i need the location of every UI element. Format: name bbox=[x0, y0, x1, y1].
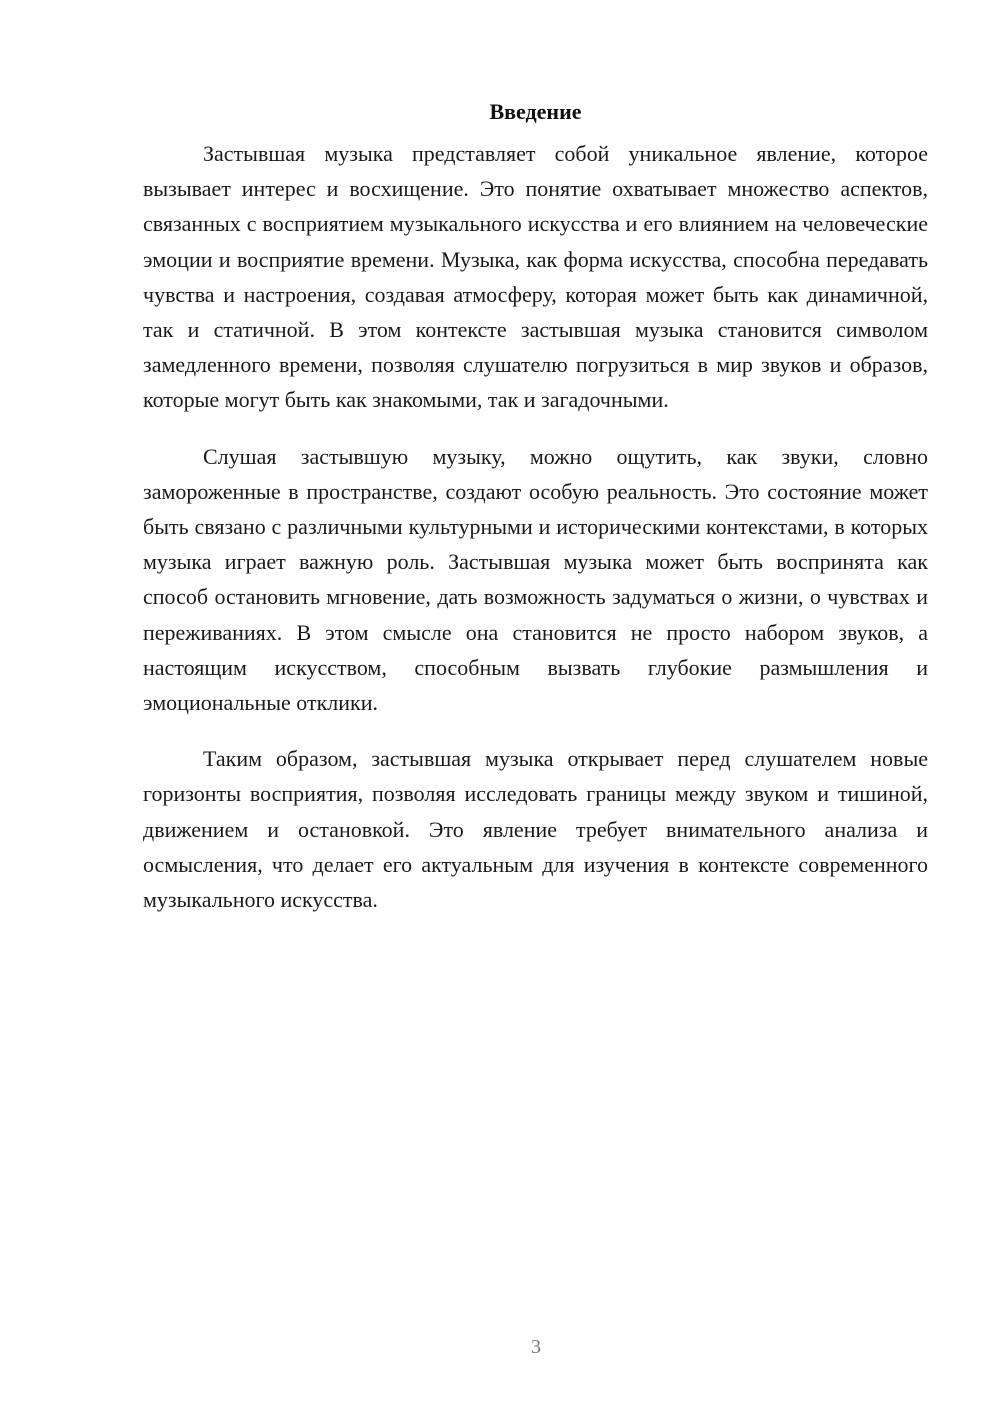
paragraph-3: Таким образом, застывшая музыка открывает перед слушателем новые горизонты восприятия, позволяя исследовать границы между звуком и тишиной, движением и остановкой. Это явление требует внимательного анализа и осмысления, что делает его актуальным для изучения в контексте современного музыкального искусства. bbox=[143, 746, 928, 913]
paragraph-1: Застывшая музыка представляет собой уникальное явление, которое вызывает интерес и восхищение. Это понятие охватывает множество аспектов, связанных с восприятием музыкального искусства и его влиянием на человеческие эмоции и восприятие времени. Музыка, как форма искусства, способна передавать чувства и настроения, создавая атмосферу, которая может быть как динамичной, так и статичной. В этом контексте застывшая музыка становится символом замедленного времени, позволяя слушателю погрузиться в мир звуков и образов, которые могут быть как знакомыми, так и загадочными. bbox=[143, 141, 928, 413]
paragraph-2: Слушая застывшую музыку, можно ощутить, как звуки, словно замороженные в пространстве, создают особую реальность. Это состояние может быть связано с различными культурными и историческими контекстами, в которых музыка играет важную роль. Застывшая музыка может быть воспринята как способ остановить мгновение, дать возможность задуматься о жизни, о чувствах и переживаниях. В этом смысле она становится не просто набором звуков, а настоящим искусством, способным вызвать глубокие размышления и эмоциональные отклики. bbox=[143, 443, 928, 716]
section-heading: Введение bbox=[489, 99, 582, 124]
page-number: 3 bbox=[531, 1336, 541, 1358]
page-content bbox=[143, 96, 928, 938]
